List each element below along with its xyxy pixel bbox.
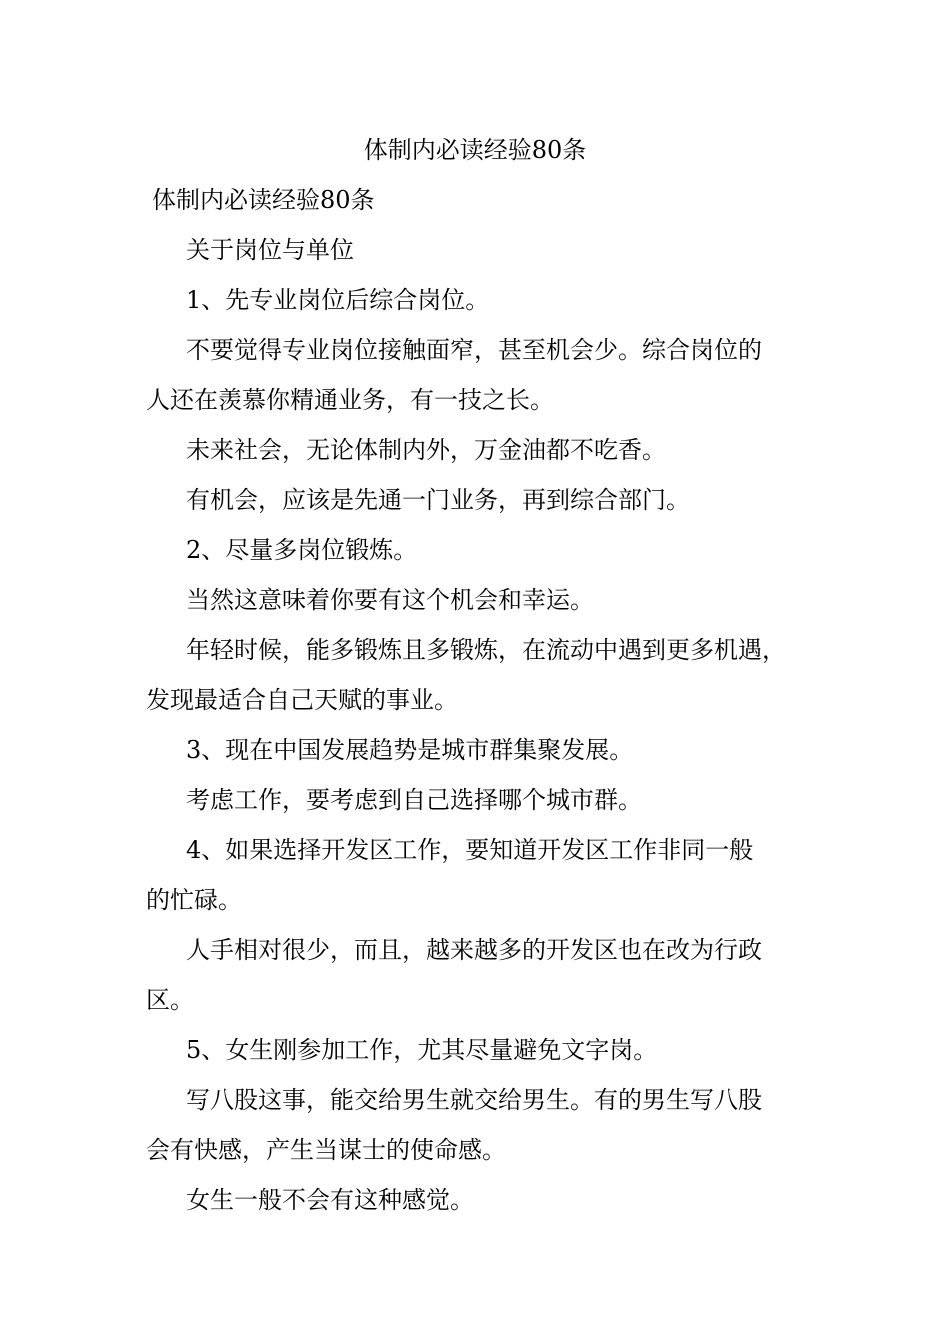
item-heading-5: 5、女生刚参加工作，尤其尽量避免文字岗。 xyxy=(186,1036,658,1064)
paragraph-line: 发现最适合自己天赋的事业。 xyxy=(146,686,458,714)
document-title: 体制内必读经验80条 xyxy=(363,136,587,164)
item-heading-4: 4、如果选择开发区工作，要知道开发区工作非同一般 xyxy=(186,836,754,864)
paragraph-line: 人还在羡慕你精通业务，有一技之长。 xyxy=(146,386,554,414)
paragraph-line: 考虑工作，要考虑到自己选择哪个城市群。 xyxy=(186,786,642,814)
item-heading-2: 2、尽量多岗位锻炼。 xyxy=(186,536,418,564)
section-heading: 关于岗位与单位 xyxy=(186,236,354,264)
paragraph-line: 年轻时候，能多锻炼且多锻炼，在流动中遇到更多机遇， xyxy=(186,636,786,664)
paragraph-line: 写八股这事，能交给男生就交给男生。有的男生写八股 xyxy=(186,1086,762,1114)
paragraph-line: 当然这意味着你要有这个机会和幸运。 xyxy=(186,586,594,614)
item-heading-3: 3、现在中国发展趋势是城市群集聚发展。 xyxy=(186,736,634,764)
paragraph-line: 会有快感，产生当谋士的使命感。 xyxy=(146,1136,506,1164)
paragraph-line: 女生一般不会有这种感觉。 xyxy=(186,1186,474,1214)
paragraph-line: 不要觉得专业岗位接触面窄，甚至机会少。综合岗位的 xyxy=(186,336,762,364)
paragraph-line: 人手相对很少，而且，越来越多的开发区也在改为行政 xyxy=(186,936,762,964)
paragraph-line: 的忙碌。 xyxy=(146,886,242,914)
document-subtitle: 体制内必读经验80条 xyxy=(152,186,375,214)
paragraph-line: 未来社会，无论体制内外，万金油都不吃香。 xyxy=(186,436,666,464)
item-heading-1: 1、先专业岗位后综合岗位。 xyxy=(186,286,490,314)
paragraph-line: 区。 xyxy=(146,986,194,1014)
paragraph-line: 有机会，应该是先通一门业务，再到综合部门。 xyxy=(186,486,690,514)
